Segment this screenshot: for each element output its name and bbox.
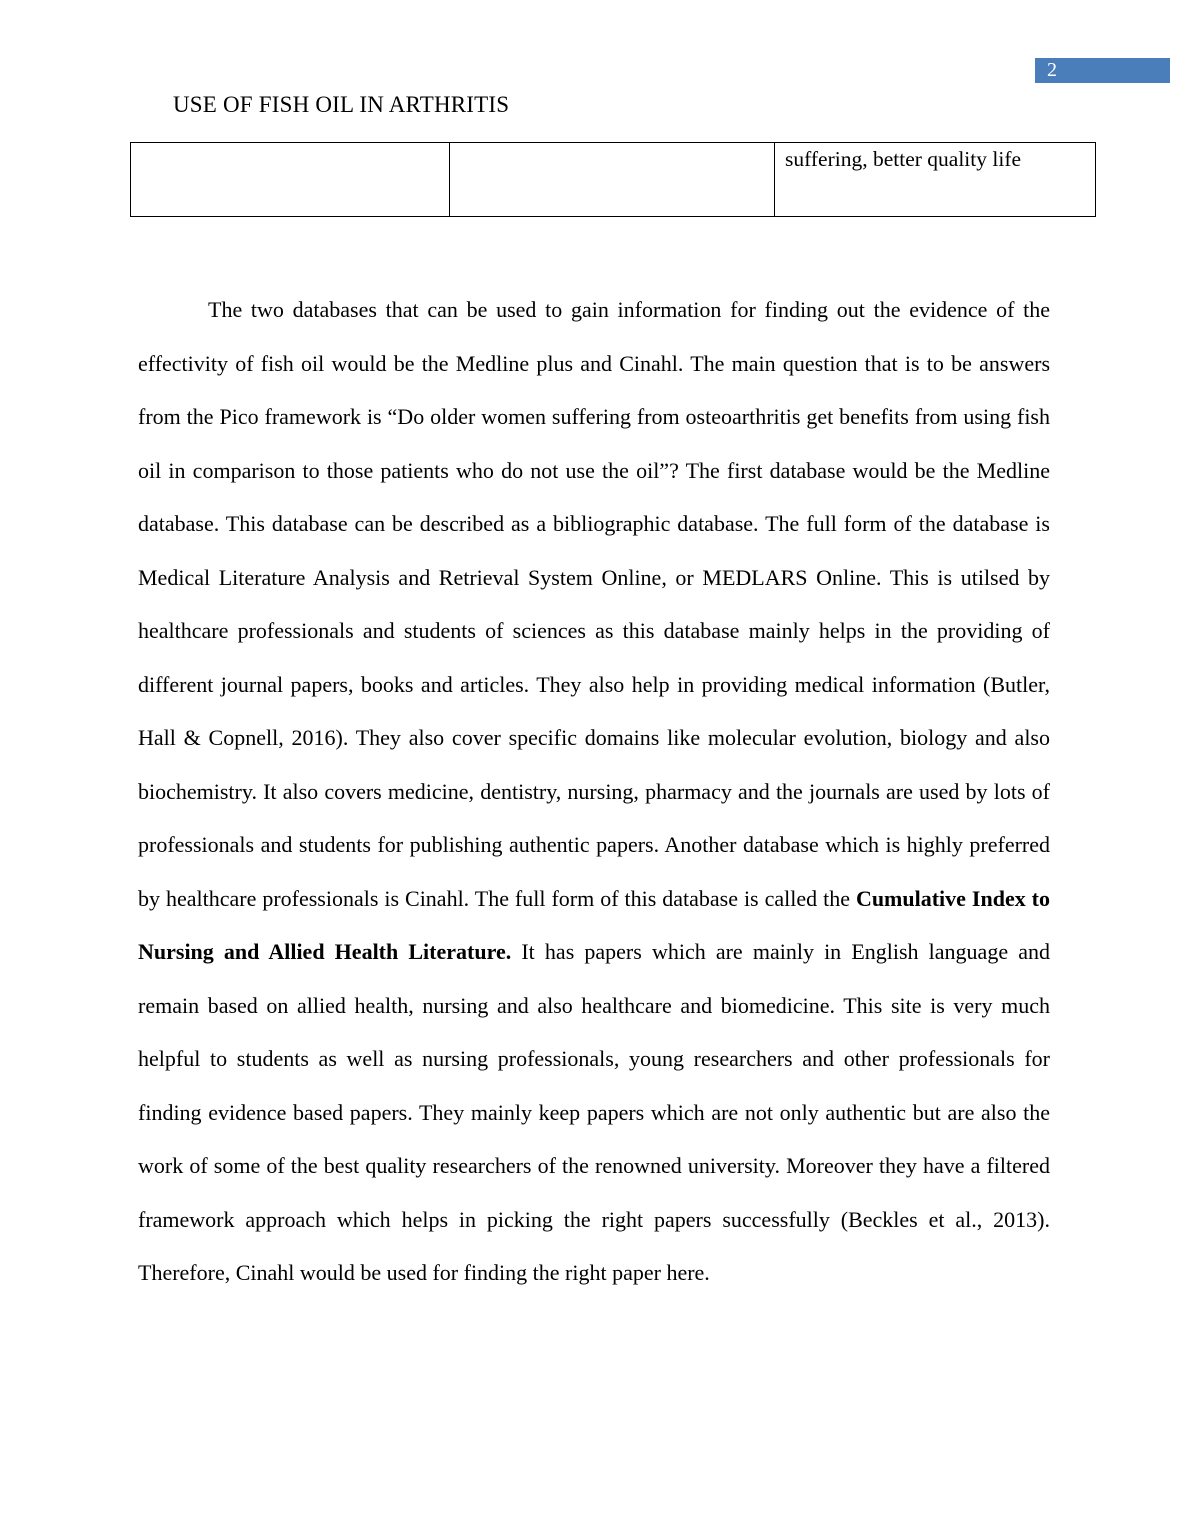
page-number: 2 — [1047, 59, 1057, 81]
top-table — [130, 142, 1096, 217]
paragraph-text-part-2: It has papers which are mainly in English language and remain based on allied health, nursing and also healthcare and biomedicine. This site is very much helpful to students as well as nursing professionals, young researchers and other professionals for finding evidence based papers. They mainly keep papers which are not only authentic but are also the work of some of the best quality researchers of the renowned university. Moreover they have a filtered framework approach which helps in picking the right papers successfully (Beckles et al., 2013). Therefore, Cinahl would be used for finding the right paper here. — [138, 939, 1050, 1285]
document-body — [138, 283, 1050, 1300]
page-number-banner — [1035, 58, 1170, 83]
table-cell-column-3: suffering, better quality life — [775, 143, 1096, 217]
paragraph-bold-term: Cumulative Index to Nursing and Allied Health Literature. — [138, 885, 1051, 964]
table-body — [131, 143, 1096, 217]
table-cell-column-1 — [131, 143, 450, 217]
running-head: USE OF FISH OIL IN ARTHRITIS — [173, 92, 510, 117]
table-cell-column-2 — [450, 143, 775, 217]
table-row — [131, 143, 1096, 217]
paragraph-databases — [138, 283, 1050, 1300]
paragraph-text-part-1: The two databases that can be used to gain information for finding out the evidence of the effectivity of fish oil would be the Medline plus and Cinahl. The main question that is to be answers from the Pico framework is “Do older women suffering from osteoarthritis get benefits from using fish oil in comparison to those patients who do not use the oil”? The first database would be the Medline database. This database can be described as a bibliographic database. The full form of the database is Medical Literature Analysis and Retrieval System Online, or MEDLARS Online. This is utilsed by healthcare professionals and students of sciences as this database mainly helps in the providing of different journal papers, books and articles. They also help in providing medical information (Butler, Hall & Copnell, 2016). They also cover specific domains like molecular evolution, biology and also biochemistry. It also covers medicine, dentistry, nursing, pharmacy and the journals are used by lots of professionals and students for publishing authentic papers. Another database which is highly preferred by healthcare professionals is Cinahl. The full form of this database is called the — [138, 297, 1050, 911]
